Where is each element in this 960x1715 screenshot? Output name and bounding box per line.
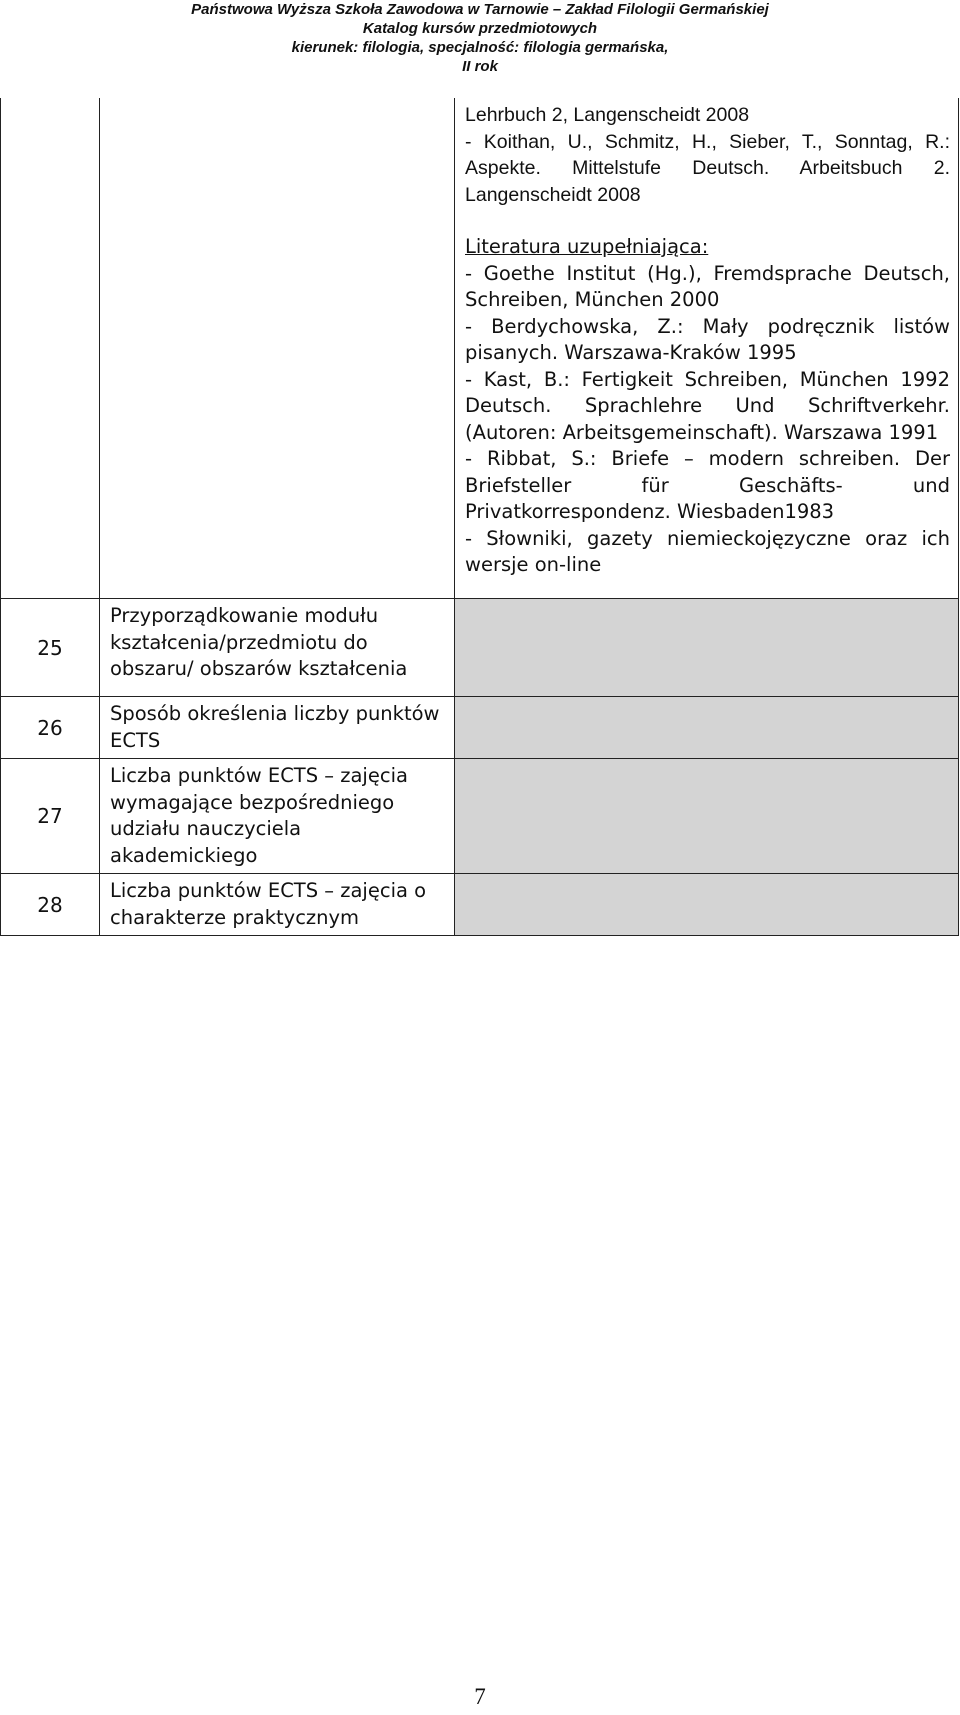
- basic-literature-line: Lehrbuch 2, Langenscheidt 2008: [465, 104, 750, 126]
- header-catalog-title: Katalog kursów przedmiotowych: [362, 20, 598, 37]
- page-number: 7: [474, 1684, 486, 1709]
- supplementary-literature-line: - Słowniki, gazety niemieckojęzyczne oraz ich wersje on-line: [465, 526, 950, 576]
- supplementary-literature-line: - Goethe Institut (Hg.), Fremdsprache Deutsch, Schreiben, München 2000: [465, 261, 950, 311]
- course-catalog-table: [0, 98, 959, 936]
- header-field-of-study: kierunek: filologia, specjalność: filologia germańska,: [291, 39, 669, 56]
- header-year: II rok: [462, 58, 498, 75]
- row-label: Sposób określenia liczby punktów ECTS: [100, 697, 455, 759]
- header-institution: Państwowa Wyższa Szkoła Zawodowa w Tarnowie – Zakład Filologii Germańskiej: [191, 1, 769, 18]
- supplementary-literature-line: - Kast, B.: Fertigkeit Schreiben, München 1992 Deutsch. Sprachlehre Und Schriftverkehr. (Autoren: Arbeitsgemeinschaft). Warszawa 1991: [465, 367, 950, 444]
- number-cell-empty: [1, 98, 100, 599]
- supplementary-literature-line: - Ribbat, S.: Briefe – modern schreiben. Der Briefsteller für Geschäfts- und Privatkorrespondenz. Wiesbaden1983: [465, 447, 950, 523]
- row-value: [455, 599, 959, 697]
- paragraph-gap: [465, 208, 950, 234]
- table-row: [1, 874, 959, 936]
- table-row: [1, 759, 959, 874]
- row-label: Liczba punktów ECTS – zajęcia wymagające bezpośredniego udziału nauczyciela akademickiego: [100, 759, 455, 874]
- table-row-literature-continuation: [1, 98, 959, 599]
- row-value: [455, 697, 959, 759]
- row-number: 28: [1, 874, 100, 936]
- supplementary-literature-heading: Literatura uzupełniająca:: [465, 235, 709, 258]
- row-value: [455, 759, 959, 874]
- table-row: [1, 599, 959, 697]
- document-header: [0, 0, 960, 76]
- row-number: 27: [1, 759, 100, 874]
- label-cell-empty: [100, 98, 455, 599]
- row-number: 25: [1, 599, 100, 697]
- table-row: [1, 697, 959, 759]
- basic-literature-line: - Koithan, U., Schmitz, H., Sieber, T., Sonntag, R.: Aspekte. Mittelstufe Deutsch. Arbeitsbuch 2. Langenscheidt 2008: [465, 130, 950, 206]
- supplementary-literature-line: - Berdychowska, Z.: Mały podręcznik listów pisanych. Warszawa-Kraków 1995: [465, 314, 950, 364]
- row-label: Liczba punktów ECTS – zajęcia o charakterze praktycznym: [100, 874, 455, 936]
- row-number: 26: [1, 697, 100, 759]
- literature-cell: [455, 98, 959, 599]
- row-label: Przyporządkowanie modułu kształcenia/przedmiotu do obszaru/ obszarów kształcenia: [100, 599, 455, 697]
- row-value: [455, 874, 959, 936]
